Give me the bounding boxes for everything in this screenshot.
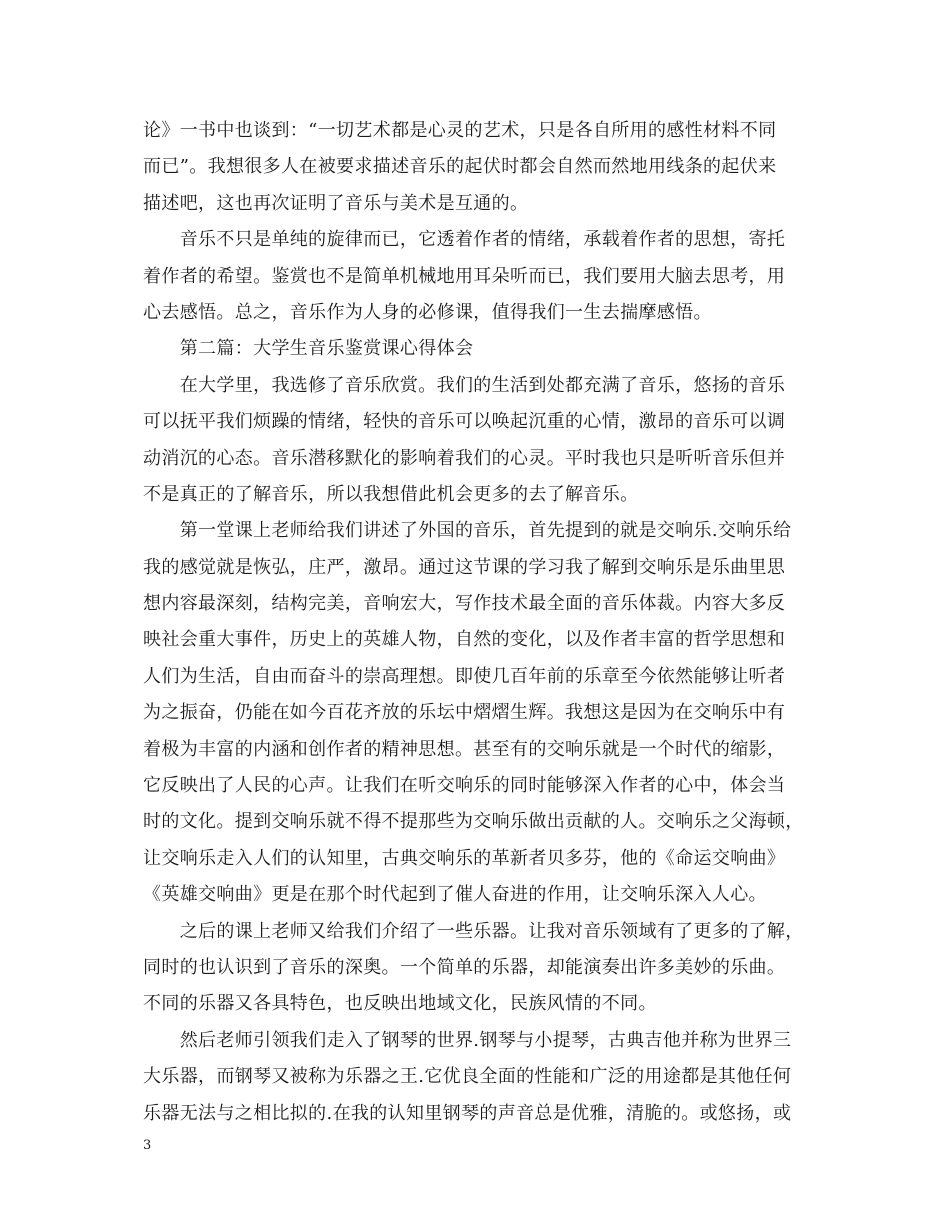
text-line: 然后老师引领我们走入了钢琴的世界.钢琴与小提琴，古典吉他并称为世界三: [143, 1029, 792, 1051]
text-line: 而已”。我想很多人在被要求描述音乐的起伏时都会自然而然地用线条的起伏来: [143, 156, 777, 178]
page-number: 3: [143, 1138, 152, 1153]
text-line: 之后的课上老师又给我们介绍了一些乐器。让我对音乐领域有了更多的了解，: [143, 920, 804, 942]
text-line: 音乐不只是单纯的旋律而已，它透着作者的情绪，承载着作者的思想，寄托: [143, 229, 786, 251]
text-line: 可以抚平我们烦躁的情绪，轻快的音乐可以唤起沉重的心情，激昂的音乐可以调: [143, 411, 786, 433]
text-line: 想内容最深刻，结构完美，音响宏大，写作技术最全面的音乐体裁。内容大多反: [143, 593, 786, 615]
text-line: 它反映出了人民的心声。让我们在听交响乐的同时能够深入作者的心中，体会当: [143, 775, 786, 797]
text-line: 第一堂课上老师给我们讲述了外国的音乐，首先提到的就是交响乐.交响乐给: [143, 520, 792, 542]
text-line: 着作者的希望。鉴赏也不是简单机械地用耳朵听而已，我们要用大脑去思考，用: [143, 265, 786, 287]
text-line: 在大学里，我选修了音乐欣赏。我们的生活到处都充满了音乐，悠扬的音乐: [143, 374, 786, 396]
text-line: 不同的乐器又各具特色，也反映出地域文化，民族风情的不同。: [143, 993, 657, 1015]
body-text: [143, 113, 809, 1132]
text-line: 着极为丰富的内涵和创作者的精神思想。甚至有的交响乐就是一个时代的缩影，: [143, 738, 786, 760]
text-line: 描述吧，这也再次证明了音乐与美术是互通的。: [143, 192, 529, 214]
section-heading: 第二篇：大学生音乐鉴赏课心得体会: [143, 338, 474, 360]
text-line: 人们为生活，自由而奋斗的崇高理想。即使几百年前的乐章至今依然能够让听者: [143, 665, 786, 687]
text-line: 不是真正的了解音乐，所以我想借此机会更多的去了解音乐。: [143, 483, 639, 505]
text-line: 时的文化。提到交响乐就不得不提那些为交响乐做出贡献的人。交响乐之父海顿，: [143, 811, 804, 833]
text-line: 《英雄交响曲》更是在那个时代起到了催人奋进的作用，让交响乐深入人心。: [143, 884, 767, 906]
text-line: 大乐器，而钢琴又被称为乐器之王.它优良全面的性能和广泛的用途都是其他任何: [143, 1066, 792, 1088]
text-line: 我的感觉就是恢弘，庄严，激昂。通过这节课的学习我了解到交响乐是乐曲里思: [143, 556, 786, 578]
text-line: 心去感悟。总之，音乐作为人身的必修课，值得我们一生去揣摩感悟。: [143, 301, 712, 323]
text-line: 映社会重大事件，历史上的英雄人物，自然的变化，以及作者丰富的哲学思想和: [143, 629, 786, 651]
text-line: 让交响乐走入人们的认知里，古典交响乐的革新者贝多芬，他的《命运交响曲》: [143, 847, 786, 869]
text-line: 论》一书中也谈到：“一切艺术都是心灵的艺术，只是各自所用的感性材料不同: [143, 120, 777, 141]
text-line: 同时的也认识到了音乐的深奥。一个简单的乐器，却能演奏出许多美妙的乐曲。: [143, 956, 786, 978]
text-line: 乐器无法与之相比拟的.在我的认知里钢琴的声音总是优雅，清脆的。或悠扬，或: [143, 1102, 792, 1124]
text-line: 为之振奋，仍能在如今百花齐放的乐坛中熠熠生辉。我想这是因为在交响乐中有: [143, 702, 786, 724]
text-line: 动消沉的心态。音乐潜移默化的影响着我们的心灵。平时我也只是听听音乐但并: [143, 447, 786, 469]
